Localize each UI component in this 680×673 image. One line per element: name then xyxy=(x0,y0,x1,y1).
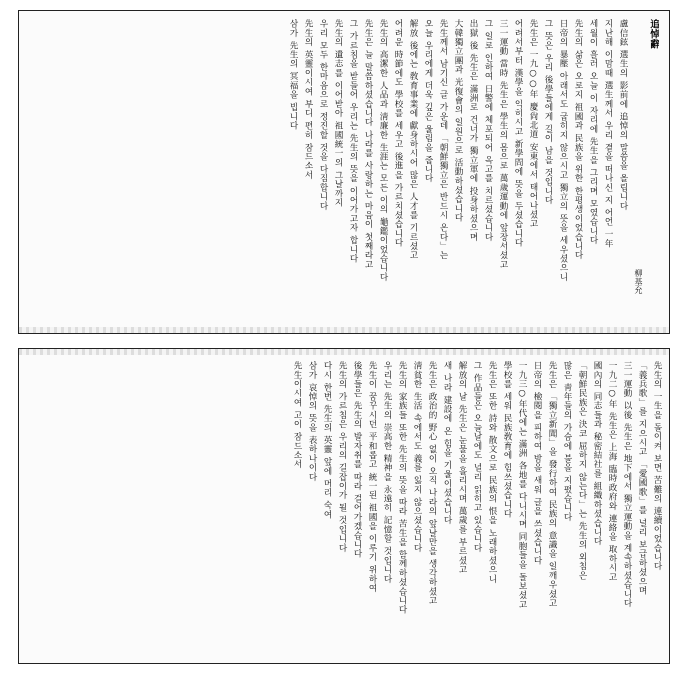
text-line: 어려서부터 漢學을 익히시고 新學問에 뜻을 두셨습니다 xyxy=(513,19,523,248)
text-line: 우리 모두 한마음으로 정진할 것을 다짐합니다 xyxy=(318,19,328,211)
text-line: 日帝의 檢閱을 피하여 밤을 새워 글을 쓰셨습니다 xyxy=(532,361,542,565)
text-line: 三一運動 當時 先生은 學生의 몸으로 萬歲運動에 앞장서셨고 xyxy=(498,19,508,269)
text-line: 後學들은 先生의 발자취를 따라 걸어가겠습니다 xyxy=(352,361,362,559)
text-line: 「朝鮮民族은 決코 屈하지 않는다」는 先生의 외침은 xyxy=(577,361,587,581)
text-line: 先生의 가르침은 우리의 길잡이가 될 것입니다 xyxy=(337,361,347,553)
text-line: 出獄 後 先生은 滿洲로 건너가 獨立軍에 投身하셨으며 xyxy=(468,19,478,242)
author-name: 柳基允 xyxy=(634,269,643,295)
text-line: 淸貧한 生活 속에서도 義를 잃지 않으셨습니다 xyxy=(412,361,422,553)
text-columns-top xyxy=(29,19,659,323)
text-line: 一九三○年代에는 滿洲 各地를 다니시며 同胞들을 돌보셨고 xyxy=(517,361,527,610)
text-line: 先生은 一九○○年 慶尙北道 安東에서 태어나셨고 xyxy=(528,19,538,229)
text-line: 많은 靑年들의 가슴에 불을 지폈습니다 xyxy=(562,361,572,522)
text-line: 三一運動 以後 先生은 地下에서 獨立運動을 계속하셨습니다 xyxy=(622,361,632,608)
document-title: 追悼辭 xyxy=(648,19,659,50)
text-line: 어려운 時節에도 學校를 세우고 後進을 가르치셨습니다 xyxy=(393,19,403,248)
text-line: 解放 後에는 敎育事業에 獻身하시어 많은 人才를 기르셨고 xyxy=(408,19,418,260)
text-line: 先生의 英靈이시여 부디 편히 잠드소서 xyxy=(303,19,313,180)
text-line: 先生의 삶은 오로지 祖國과 民族을 위한 한평생이었습니다 xyxy=(573,19,583,260)
text-line: 삼가 先生의 冥福을 빕니다 xyxy=(288,19,298,131)
text-line: 그 가르침을 받들어 우리는 先生의 뜻을 이어가고자 합니다 xyxy=(348,19,358,264)
text-line: 우리는 先生의 崇高한 精神을 永遠히 記憶할 것입니다 xyxy=(382,361,392,584)
page-bottom xyxy=(18,348,670,664)
text-line: 先生의 高潔한 人品과 淸廉한 生涯는 모든 이의 龜鑑이었습니다 xyxy=(378,19,388,282)
text-line: 先生의 遺志를 이어받아 祖國統一의 그날까지 xyxy=(333,19,343,208)
text-line: 그 作品들은 오늘날에도 널리 읽히고 있습니다 xyxy=(472,361,482,553)
text-line: 先生이시여 고이 잠드소서 xyxy=(292,361,302,469)
text-line: 다시 한번 先生의 英靈 앞에 머리 숙여 xyxy=(322,361,332,519)
text-line: 先生은 또한 詩와 散文으로 民族의 恨을 노래하셨으니 xyxy=(487,361,497,584)
text-line: 새 나라 建設에 온 힘을 기울이셨습니다 xyxy=(442,361,452,525)
text-line: 解放의 날 先生은 눈물을 흘리시며 萬歲를 부르셨고 xyxy=(457,361,467,575)
text-line: 先生의 一生을 돌이켜 보면 苦難의 連續이었습니다 xyxy=(652,361,662,571)
text-line: 學校를 세워 民族敎育에 힘쓰셨습니다 xyxy=(502,361,512,519)
text-line: 一九二○年 先生은 上海 臨時政府와 連絡을 取하시고 xyxy=(607,361,617,582)
text-line: 日帝의 暴壓 아래서도 굽히지 않으시고 獨立의 뜻을 세우셨으니 xyxy=(558,19,568,282)
torn-edge xyxy=(19,327,669,333)
page-top xyxy=(18,10,670,334)
text-line: 大韓獨立團과 光復會의 일원으로 活動하셨습니다 xyxy=(453,19,463,223)
text-line: 오늘 우리에게 더욱 깊은 울림을 줍니다 xyxy=(423,19,433,183)
text-line: 先生의 家族들 또한 先生의 뜻을 따라 苦生을 함께하셨습니다 xyxy=(397,361,407,615)
text-line: 그 일로 인하여 日警에 체포되어 옥고를 치르셨습니다 xyxy=(483,19,493,242)
torn-edge xyxy=(19,349,669,355)
text-line: 先生은 늘 말씀하셨습니다 나라를 사랑하는 마음이 첫째라고 xyxy=(363,19,373,269)
text-line: 삼가 哀悼의 뜻을 表하나이다 xyxy=(307,361,317,482)
text-line: 先生은 政治的 野心 없이 오직 나라의 앞날만을 생각하셨고 xyxy=(427,361,437,606)
text-line: 先生께서 남기신 글 가운데 「朝鮮獨立은 반드시 온다」는 xyxy=(438,19,448,260)
text-line: 세월이 흘러 오늘 이 자리에 先生을 그리며 모였습니다 xyxy=(588,19,598,245)
text-line: 國內의 同志들과 秘密結社를 組織하셨습니다 xyxy=(592,361,602,546)
text-line: 先生은 「獨立新聞」을 發行하여 民族의 意識을 일깨우셨고 xyxy=(547,361,557,608)
text-columns-bottom xyxy=(41,361,663,657)
text-line: 先生이 꿈꾸시던 平和롭고 統一된 祖國을 이루기 위하여 xyxy=(367,361,377,593)
text-line: 盧信鉉 選生의 影前에 追悼의 말씀을 올립니다 xyxy=(618,19,628,211)
text-line: 그 뜻은 우리 後學들에게 길이 남을 것입니다 xyxy=(543,19,553,205)
text-line: 「義兵歌」를 지으시고 「愛國歌」를 널리 보급하셨으며 xyxy=(637,361,647,596)
text-line: 지난해 이맘때 選生께서 우리 곁을 떠나신 지 어언 一年 xyxy=(603,19,613,249)
